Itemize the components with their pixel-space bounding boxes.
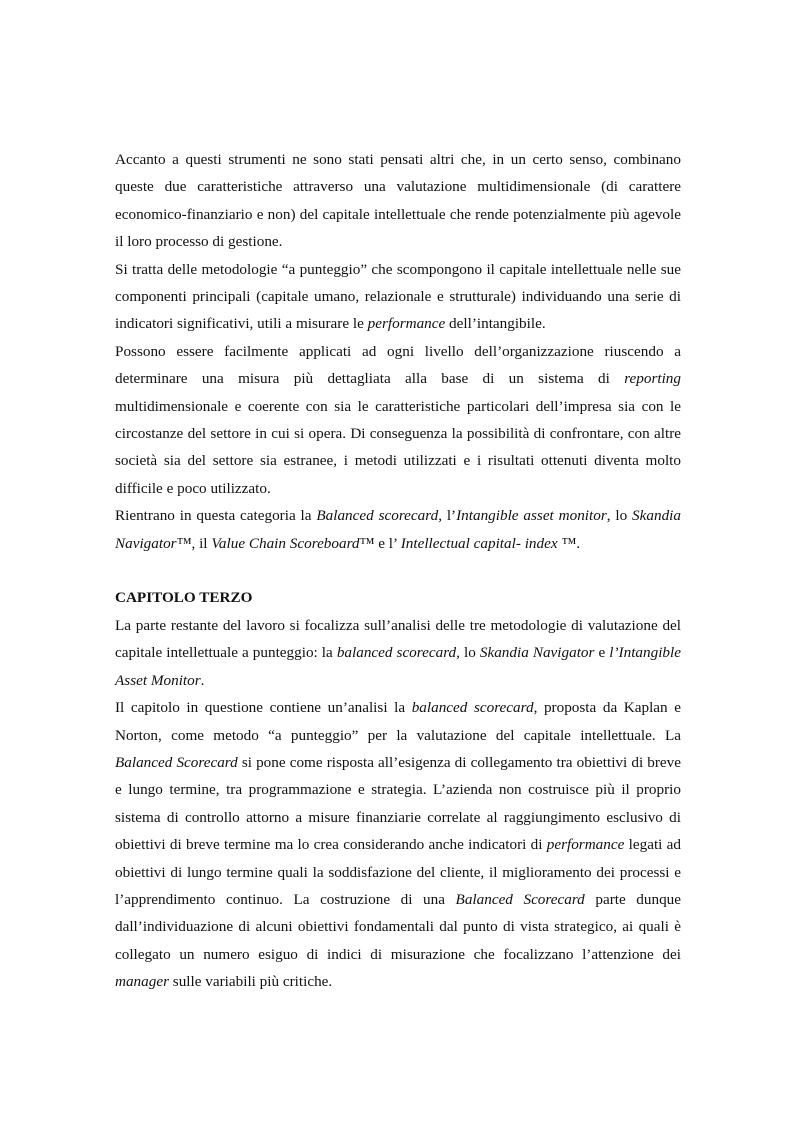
italic-term: performance [546,836,625,854]
paragraph-text: La parte restante del lavoro si focalizza sull’analisi delle tre metodologie di valutazione del capitale intellettuale a punteggio: la [115,616,681,662]
paragraph-text: Accanto a questi strumenti ne sono stati pensati altri che, in un certo senso, combinano queste due caratteristiche attraverso una valutazione multidimensionale (di carattere economico-finanziario e non) del capitale intellettuale che rende potenzialmente più agevole il loro processo di gestione. [115,151,681,251]
italic-term: Intangible asset monitor [456,507,607,525]
paragraph-balanced-scorecard [115,694,681,995]
paragraph-text: . [200,671,205,689]
italic-term: Skandia Navigator [479,644,595,662]
italic-term: Intellectual capital- index [400,534,558,552]
italic-term: Balanced scorecard [316,507,439,525]
paragraph-text: Possono essere facilmente applicati ad ogni livello dell’organizzazione riuscendo a determinare una misura più dettagliata alla base di un sistema di [115,342,681,388]
paragraph-strumenti [115,146,681,256]
paragraph-applicazione [115,338,681,502]
italic-term: balanced scorecard [411,699,534,717]
paragraph-text: , l’ [438,507,457,525]
paragraph-categoria [115,502,681,557]
paragraph-text: Rientrano in questa categoria la [115,507,317,525]
italic-term: Skandia Navigator [115,507,681,552]
italic-term: Balanced Scorecard [115,753,238,771]
paragraph-text: si pone come risposta all’esigenza di collegamento tra obiettivi di breve e lungo termine, tra programmazione e strategia. L’azienda non costruisce più il proprio sistema di controllo attorno a misure finanziarie correlate al raggiungimento esclusivo di obiettivi di breve termine ma lo crea considerando anche indicatori di [115,753,681,854]
paragraph-text: multidimensionale e coerente con sia le caratteristiche particolari dell’impresa sia con le circostanze del settore in cui si opera. Di conseguenza la possibilità di confrontare, con altre società sia del settore sia estranee, i metodi utilizzati e i risultati ottenuti diventa molto difficile e poco utilizzato. [115,397,681,497]
paragraph-text: ™. [557,534,581,552]
paragraph-text: dell’intangibile. [445,315,546,333]
italic-term: performance [367,315,446,333]
paragraph-metodologie-terzo [115,612,681,694]
section-spacer [115,557,681,584]
paragraph-text: Si tratta delle metodologie “a punteggio” che scompongono il capitale intellettuale nelle sue componenti principali (capitale umano, relazionale e strutturale) individuando una serie di indicatori significativi, utili a misurare le [115,260,681,333]
paragraph-text: lo [459,644,480,662]
paragraph-text: , proposta da Kaplan e Norton, come metodo “a punteggio” per la valutazione del capitale intellettuale. La [115,699,681,744]
italic-term: Balanced Scorecard [455,890,585,908]
italic-term: Value Chain Scoreboard [211,534,360,552]
paragraph-text: e [594,644,610,662]
italic-term: l’Intangible Asset Monitor [115,644,681,689]
italic-term: manager [115,973,169,991]
paragraph-text: ™, il [176,534,212,552]
document-page [115,146,681,996]
paragraph-text: Il capitolo in questione contiene un’analisi la [115,699,412,717]
paragraph-metodologie [115,256,681,338]
section-heading: CAPITOLO TERZO [115,589,253,607]
paragraph-text: legati ad obiettivi di lungo termine quali la soddisfazione del cliente, il miglioramento dei processi e l’apprendimento continuo. La costruzione di una [115,836,682,908]
italic-term: balanced scorecard, [336,644,460,662]
paragraph-text: parte dunque dall’individuazione di alcuni obiettivi fondamentali dal punto di vista strategico, ai quali è collegato un numero esiguo di indici di misurazione che focalizzano l’attenzione dei [115,890,681,963]
paragraph-text: sulle variabili più critiche. [169,973,333,991]
italic-term: reporting [624,370,681,388]
paragraph-text: , lo [606,507,633,525]
paragraph-text: ™ e l’ [359,534,401,552]
